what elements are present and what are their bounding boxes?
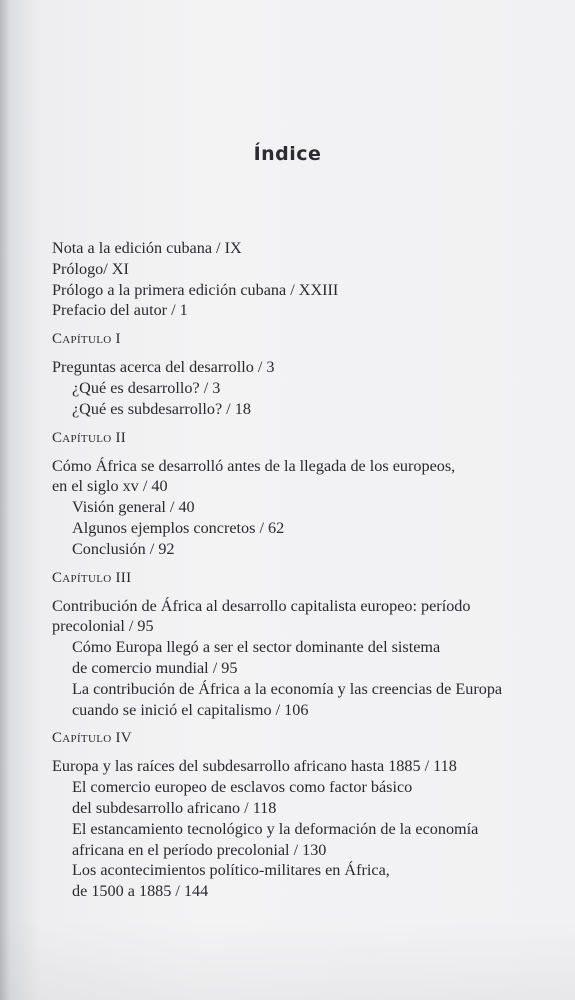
toc-entry-como-europa-cont: de comercio mundial / 95 [72, 658, 238, 677]
chapter-2-heading: Capítulo II [52, 429, 127, 446]
toc-entry-que-es-desarrollo: ¿Qué es desarrollo? / 3 [72, 378, 221, 397]
toc-entry-nota: Nota a la edición cubana / IX [52, 239, 242, 257]
toc-entry-estancamiento: El estancamiento tecnológico y la deformación de la economía [72, 819, 479, 838]
chapter-1-heading: Capítulo I [52, 331, 121, 348]
toc-entry-europa-raices: Europa y las raíces del subdesarrollo africano hasta 1885 / 118 [52, 757, 457, 776]
toc-entry-contribucion-economia-cont: cuando se inició el capitalismo / 106 [72, 700, 309, 719]
toc-entry-prefacio: Prefacio del autor / 1 [52, 301, 188, 320]
toc-entry-comercio-esclavos: El comercio europeo de esclavos como factor básico [72, 778, 413, 797]
toc-entry-conclusion: Conclusión / 92 [72, 539, 175, 558]
table-of-contents [52, 238, 567, 902]
page-title: Índice [253, 143, 322, 165]
toc-entry-como-europa: Cómo Europa llegó a ser el sector dominante del sistema [72, 638, 441, 657]
toc-entry-prologo-primera: Prólogo a la primera edición cubana / XXIII [52, 280, 339, 299]
toc-entry-ejemplos: Algunos ejemplos concretos / 62 [72, 518, 285, 537]
toc-entry-contribucion-economia: La contribución de África a la economía y las creencias de Europa [72, 679, 503, 698]
toc-entry-contribucion-cont: precolonial / 95 [52, 617, 154, 636]
toc-entry-acontecimientos: Los acontecimientos político-militares en África, [72, 861, 390, 880]
chapter-3-heading: Capítulo III [52, 569, 132, 586]
chapter-4-heading: Capítulo IV [52, 730, 132, 747]
toc-entry-preguntas: Preguntas acerca del desarrollo / 3 [52, 358, 275, 377]
toc-entry-vision-general: Visión general / 40 [72, 498, 195, 517]
toc-entry-estancamiento-cont: africana en el período precolonial / 130 [72, 840, 327, 859]
toc-entry-prologo: Prólogo/ XI [52, 259, 129, 278]
toc-entry-contribucion: Contribución de África al desarrollo capitalista europeo: período [52, 596, 471, 615]
toc-entry-como-africa-cont: en el siglo xv / 40 [52, 477, 168, 496]
toc-entry-acontecimientos-cont: de 1500 a 1885 / 144 [72, 882, 209, 901]
toc-entry-como-africa: Cómo África se desarrolló antes de la llegada de los europeos, [52, 456, 456, 475]
toc-entry-comercio-esclavos-cont: del subdesarrollo africano / 118 [72, 798, 277, 817]
toc-entry-que-es-subdesarrollo: ¿Qué es subdesarrollo? / 18 [72, 399, 251, 418]
